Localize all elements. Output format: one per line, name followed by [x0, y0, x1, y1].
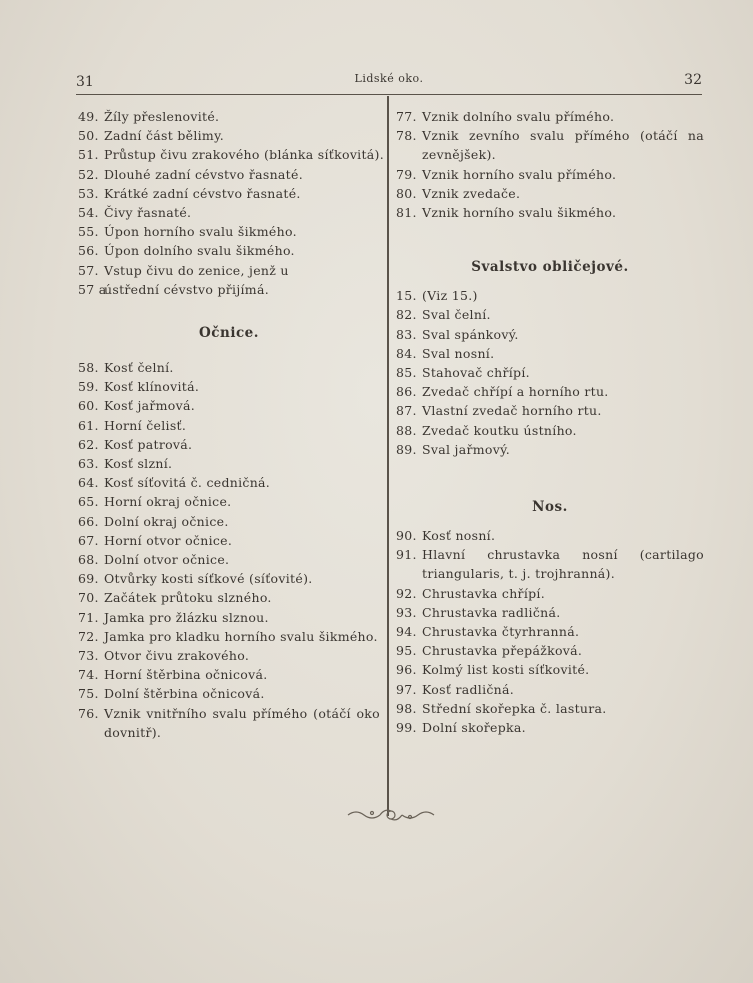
item-number: 75.	[78, 686, 99, 702]
list-item	[396, 718, 704, 737]
item-text: Kosť jařmová.	[104, 398, 196, 414]
item-text: Sval spánkový.	[422, 326, 519, 342]
item-text: Kolmý list kosti síťkovité.	[422, 662, 590, 678]
list-item	[78, 126, 380, 145]
list-item	[78, 569, 380, 588]
item-number: 60.	[78, 398, 99, 414]
item-text: Sval čelní.	[422, 307, 491, 323]
list-item	[78, 184, 380, 203]
list-item	[396, 344, 704, 363]
item-number: 72.	[78, 628, 99, 644]
item-text: Horní štěrbina očnicová.	[104, 667, 268, 683]
item-number: 74.	[78, 667, 99, 683]
item-text: Sval nosní.	[422, 345, 495, 361]
item-text: Vznik horního svalu přímého.	[422, 166, 617, 182]
item-text: Hlavní chrustavka nosní (cartilago triangularis, t. j. trojhranná).	[422, 547, 704, 582]
item-text: Kosť nosní.	[422, 528, 496, 544]
list-item	[78, 684, 380, 703]
item-text: Stahovač chřípí.	[422, 365, 530, 381]
list-item	[78, 588, 380, 607]
list-item	[78, 454, 380, 473]
item-text: Chrustavka čtyrhranná.	[422, 624, 580, 640]
item-text: Sval jařmový.	[422, 441, 511, 457]
item-text: Vznik vnitřního svalu přímého (otáčí oko dovnitř).	[104, 705, 380, 740]
item-text: Zvedač chřípí a horního rtu.	[422, 384, 609, 400]
item-text: Chrustavka radličná.	[422, 604, 561, 620]
item-number: 68.	[78, 552, 99, 568]
item-number: 55.	[78, 224, 99, 240]
list-item	[396, 325, 704, 344]
item-text: Úpon horního svalu šikmého.	[104, 224, 297, 240]
item-number: 57.	[78, 262, 99, 278]
item-number: 80.	[396, 185, 417, 201]
item-number: 67.	[78, 532, 99, 548]
list-item	[78, 396, 380, 415]
item-text: Chrustavka chřípí.	[422, 585, 545, 601]
item-text: Horní otvor očnice.	[104, 532, 233, 548]
item-number: 64.	[78, 475, 99, 491]
item-number: 87.	[396, 403, 417, 419]
list-item	[78, 165, 380, 184]
item-number: 97.	[396, 681, 417, 697]
list-item	[78, 107, 380, 126]
item-number: 66.	[78, 513, 99, 529]
page-number-left: 31	[76, 74, 94, 90]
item-text: Otvůrky kosti síťkové (síťovité).	[104, 571, 313, 587]
page-header	[76, 64, 702, 95]
section-title-svalstvo: Svalstvo obličejové.	[471, 259, 629, 276]
item-number: 70.	[78, 590, 99, 606]
list-item	[396, 622, 704, 641]
item-text: (Viz 15.)	[422, 288, 478, 304]
list-item	[396, 203, 704, 222]
item-number: 50.	[78, 128, 99, 144]
list-item	[396, 680, 704, 699]
item-text: Žíly přeslenovité.	[104, 109, 220, 124]
item-number: 51.	[78, 147, 99, 163]
item-number: 57 a	[78, 281, 107, 297]
item-number: 89.	[396, 441, 417, 457]
item-text: Vstup čivu do zenice, jenž u	[104, 262, 289, 278]
item-text: Kosť síťovitá č. cedničná.	[104, 475, 271, 491]
list-item	[78, 646, 380, 665]
item-text: Průstup čivu zrakového (blánka síťkovitá).	[104, 147, 385, 163]
item-number: 98.	[396, 700, 417, 716]
item-number: 95.	[396, 643, 417, 659]
item-number: 15.	[396, 288, 417, 304]
item-text: Jamka pro kladku horního svalu šikmého.	[104, 628, 378, 644]
item-number: 54.	[78, 205, 99, 221]
item-text: Kosť klínovitá.	[104, 379, 200, 395]
item-text: Horní čelisť.	[104, 417, 187, 433]
list-item	[78, 608, 380, 627]
list-item	[396, 286, 704, 305]
list-item	[396, 526, 704, 545]
list-item	[396, 184, 704, 203]
item-number: 77.	[396, 109, 417, 124]
list-item	[396, 699, 704, 718]
item-number: 78.	[396, 128, 417, 144]
item-text: Vznik zvedače.	[422, 185, 521, 201]
list-item	[78, 203, 380, 222]
item-text: Dlouhé zadní cévstvo řasnaté.	[104, 166, 303, 182]
item-text: Otvor čivu zrakového.	[104, 648, 250, 664]
column-divider	[387, 96, 389, 816]
section-title-ocnice: Očnice.	[199, 325, 259, 342]
list-item	[78, 473, 380, 492]
item-number: 84.	[396, 345, 417, 361]
left-column	[78, 107, 385, 742]
list-item	[78, 145, 385, 164]
list-item	[78, 377, 380, 396]
list-item	[78, 492, 380, 511]
right-column	[396, 107, 704, 737]
item-number: 91.	[396, 547, 417, 563]
item-number: 82.	[396, 307, 417, 323]
item-number: 71.	[78, 609, 99, 625]
item-text: Zadní část bělimy.	[104, 128, 225, 144]
list-item	[78, 261, 380, 280]
item-number: 53.	[78, 185, 99, 201]
item-number: 86.	[396, 384, 417, 400]
item-number: 56.	[78, 243, 99, 259]
list-item	[396, 584, 704, 603]
list-item	[78, 704, 380, 742]
item-number: 65.	[78, 494, 99, 510]
item-number: 88.	[396, 422, 417, 438]
list-item	[396, 401, 704, 420]
list-item	[396, 421, 704, 440]
item-text: Vznik zevního svalu přímého (otáčí na zevnějšek).	[422, 128, 704, 163]
item-text: Střední skořepka č. lastura.	[422, 700, 607, 716]
item-text: Dolní otvor očnice.	[104, 552, 230, 568]
list-item	[396, 545, 704, 583]
section-title-nos: Nos.	[532, 499, 568, 516]
list-item	[396, 305, 704, 324]
item-number: 90.	[396, 528, 417, 544]
list-item	[78, 550, 380, 569]
item-number: 81.	[396, 205, 417, 221]
item-text: Úpon dolního svalu šikmého.	[104, 243, 295, 259]
item-number: 73.	[78, 648, 99, 664]
item-text: Vlastní zvedač horního rtu.	[422, 403, 602, 419]
item-text: Začátek průtoku slzného.	[104, 590, 272, 606]
list-item	[78, 627, 380, 646]
item-number: 59.	[78, 379, 99, 395]
item-text: Chrustavka přepážková.	[422, 643, 583, 659]
floral-ornament-icon	[346, 806, 436, 824]
list-item	[396, 603, 704, 622]
item-number: 85.	[396, 365, 417, 381]
item-text: Kosť čelní.	[104, 360, 174, 376]
item-number: 69.	[78, 571, 99, 587]
item-text: Kosť patrová.	[104, 436, 193, 452]
item-number: 58.	[78, 360, 99, 376]
list-item	[396, 165, 704, 184]
list-item	[78, 416, 380, 435]
item-text: Krátké zadní cévstvo řasnaté.	[104, 185, 301, 201]
list-item	[78, 280, 380, 299]
item-number: 92.	[396, 585, 417, 601]
list-item	[78, 435, 380, 454]
item-text: Vznik horního svalu šikmého.	[422, 205, 617, 221]
list-item	[78, 241, 380, 260]
list-item	[396, 641, 704, 660]
item-number: 94.	[396, 624, 417, 640]
item-text: ústřední cévstvo přijímá.	[104, 281, 269, 297]
item-number: 61.	[78, 417, 99, 433]
item-number: 96.	[396, 662, 417, 678]
item-text: Dolní skořepka.	[422, 720, 526, 736]
page-number-right: 32	[684, 72, 702, 88]
list-item	[78, 222, 380, 241]
list-item	[78, 665, 380, 684]
list-item	[396, 126, 704, 164]
list-item	[78, 531, 380, 550]
list-item	[396, 382, 704, 401]
item-number: 83.	[396, 326, 417, 342]
list-item	[78, 512, 380, 531]
item-number: 63.	[78, 456, 99, 472]
item-text: Kosť radličná.	[422, 681, 515, 697]
item-number: 93.	[396, 604, 417, 620]
item-number: 52.	[78, 166, 99, 182]
item-number: 62.	[78, 436, 99, 452]
item-number: 79.	[396, 166, 417, 182]
item-number: 49.	[78, 109, 99, 124]
item-text: Horní okraj očnice.	[104, 494, 232, 510]
list-item	[78, 358, 380, 377]
list-item	[396, 440, 704, 459]
list-item	[396, 660, 704, 679]
item-number: 99.	[396, 720, 417, 736]
item-text: Vznik dolního svalu přímého.	[422, 109, 615, 124]
list-item	[396, 107, 704, 126]
item-text: Jamka pro žlázku slznou.	[104, 609, 269, 625]
item-text: Kosť slzní.	[104, 456, 173, 472]
item-text: Čivy řasnaté.	[104, 205, 192, 221]
list-item	[396, 363, 704, 382]
item-number: 76.	[78, 705, 99, 721]
item-text: Dolní štěrbina očnicová.	[104, 686, 265, 702]
item-text: Zvedač koutku ústního.	[422, 422, 577, 438]
item-text: Dolní okraj očnice.	[104, 513, 229, 529]
running-title: Lidské oko.	[354, 72, 424, 85]
